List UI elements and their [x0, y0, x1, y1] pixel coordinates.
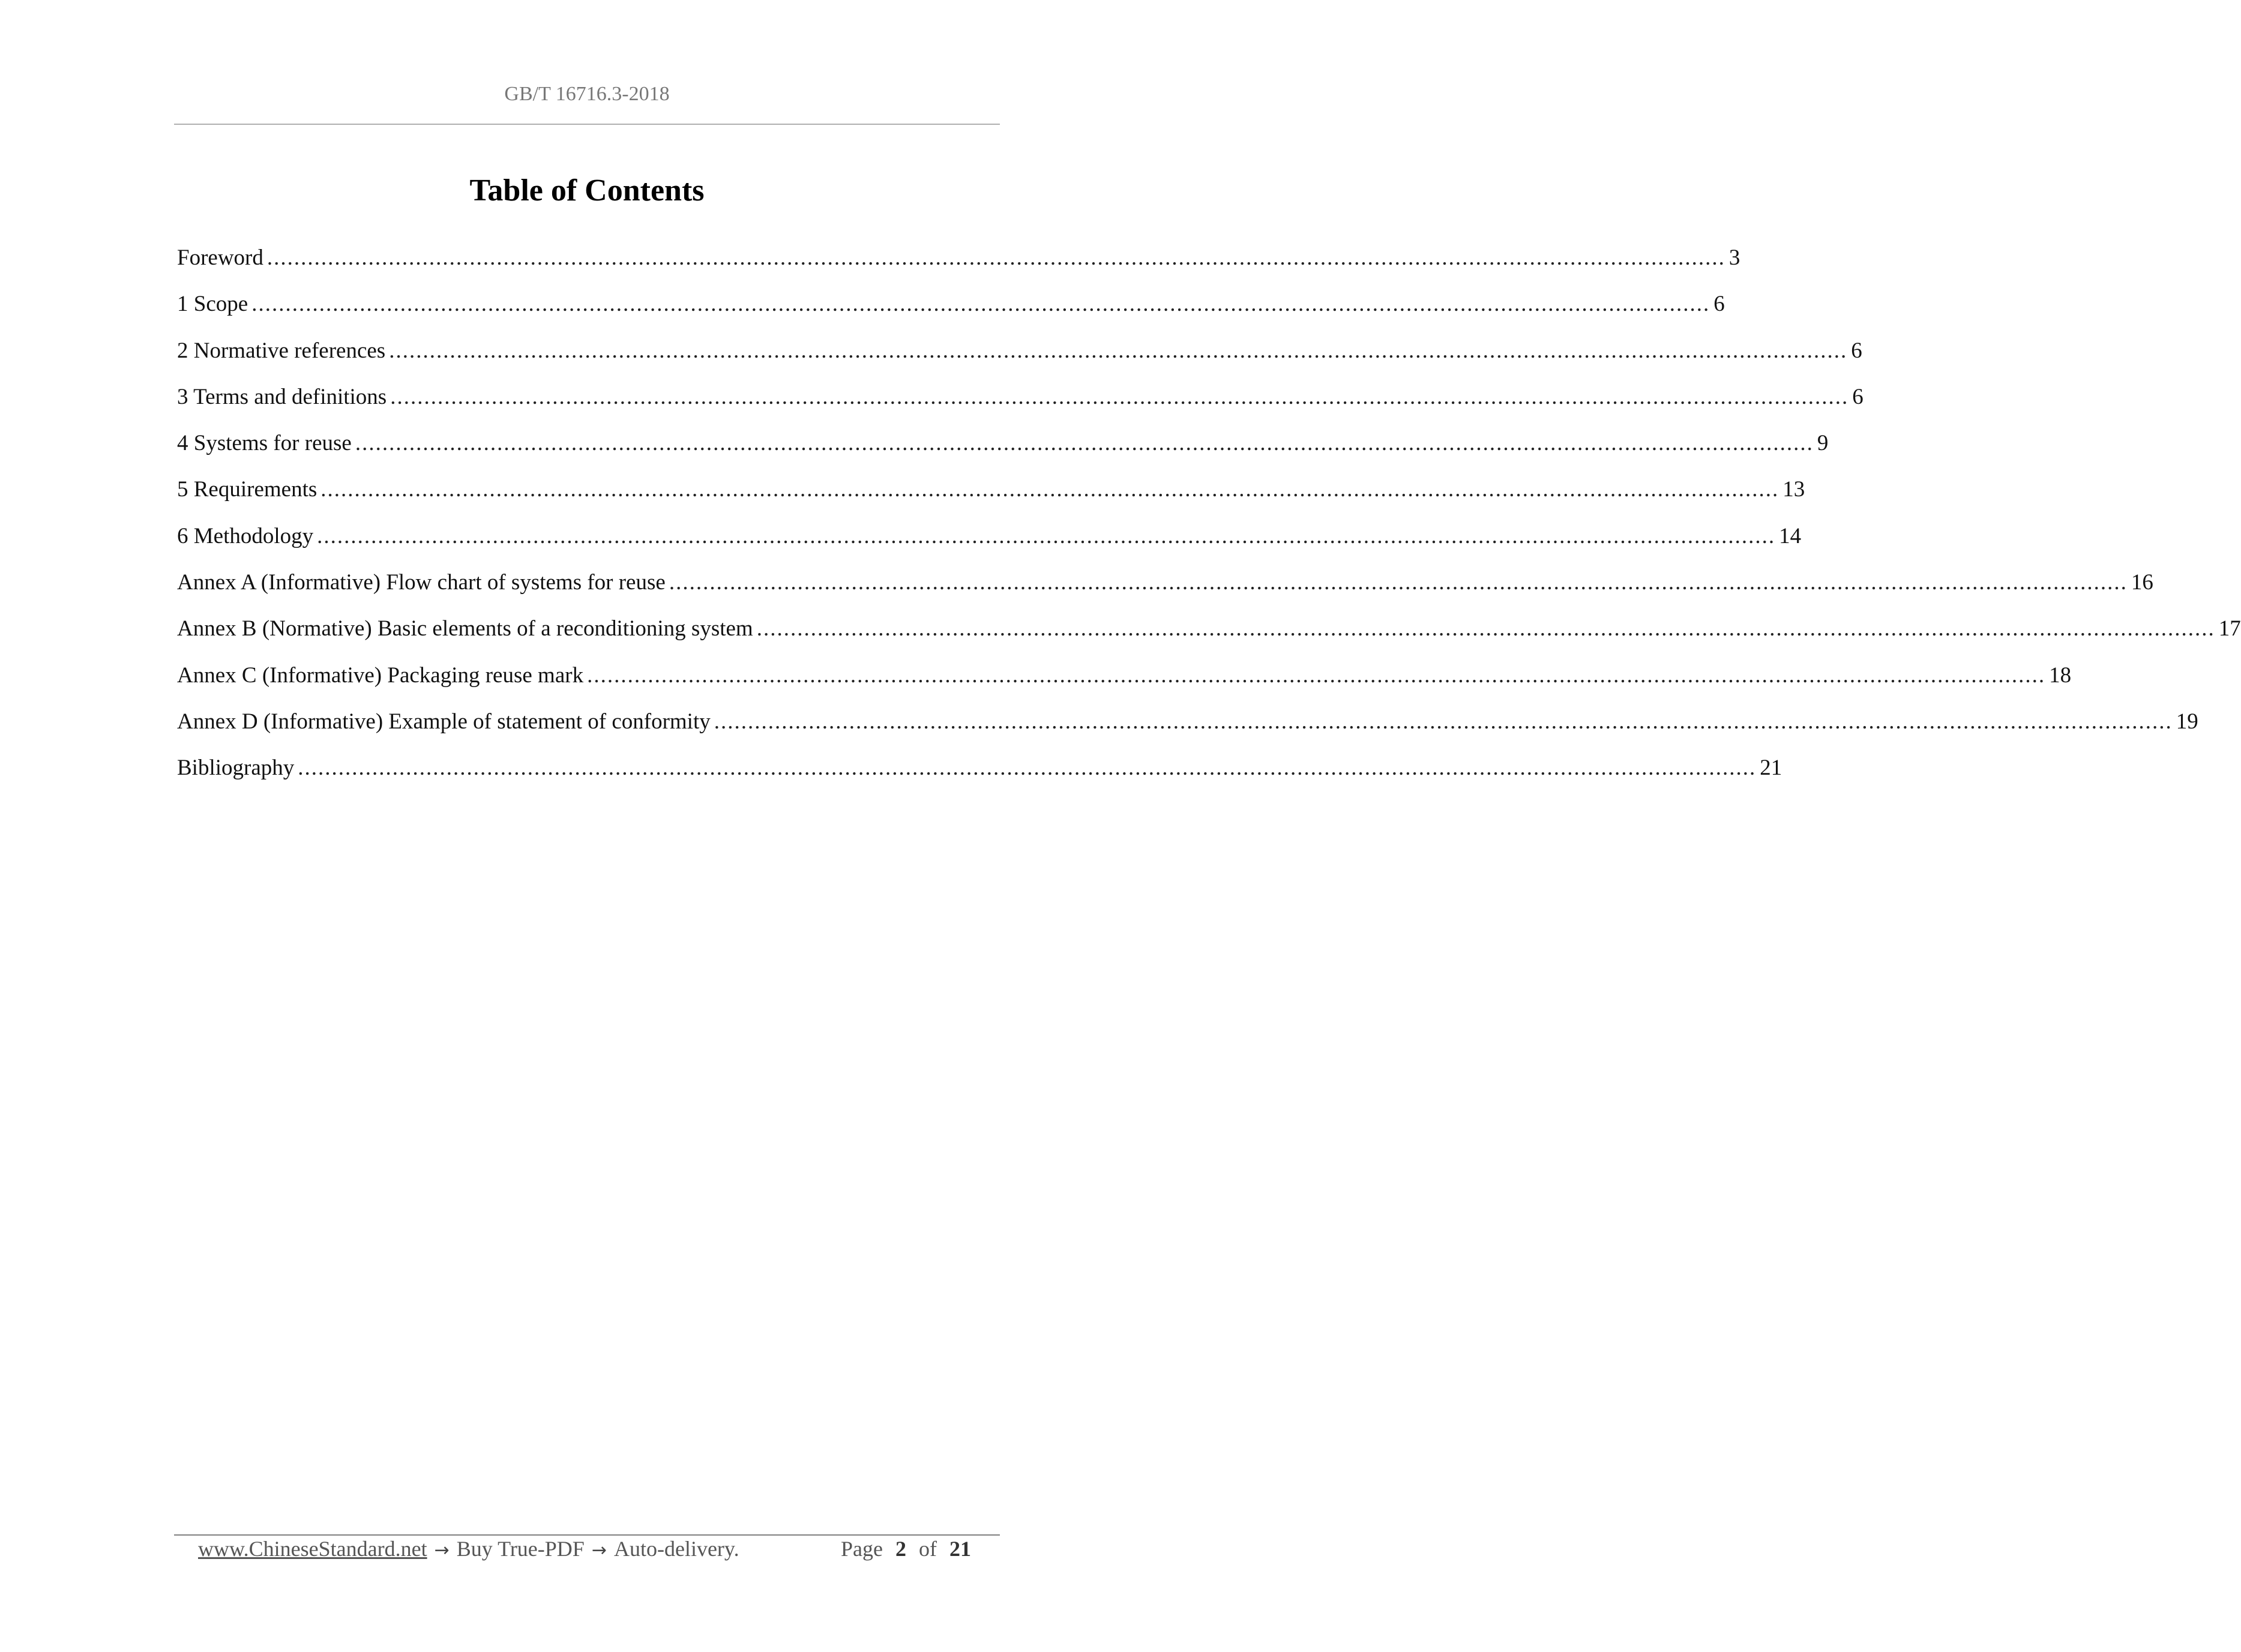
toc-entry-annex-b[interactable] — [177, 616, 2241, 662]
page-footer — [198, 1536, 978, 1561]
page-label: Page — [841, 1537, 883, 1561]
toc-page-number: 6 — [1852, 384, 1863, 409]
toc-entry-scope[interactable] — [177, 291, 1725, 337]
website-link[interactable]: www.ChineseStandard.net — [198, 1537, 427, 1561]
running-header: GB/T 16716.3-2018 — [504, 83, 670, 105]
toc-page-number: 3 — [1728, 245, 1740, 270]
toc-entry-methodology[interactable] — [177, 523, 1802, 569]
toc-entry-title: Annex D (Informative) Example of statement of conformity — [177, 709, 711, 734]
dot-leader: ........................................................................................................................................................................................................................ — [390, 384, 1849, 409]
toc-entry-title: 1 Scope — [177, 292, 248, 317]
toc-page-number: 16 — [2131, 570, 2153, 595]
footer-divider — [174, 1534, 1000, 1536]
dot-leader: ........................................................................................................................................................................................................................ — [355, 431, 1814, 456]
page-current: 2 — [895, 1537, 906, 1561]
dot-leader: ........................................................................................................................................................................................................................ — [587, 662, 2046, 688]
toc-entry-title: Foreword — [177, 245, 263, 270]
table-of-contents — [177, 245, 2241, 802]
dot-leader: ........................................................................................................................................................................................................................ — [669, 570, 2128, 595]
toc-entry-title: 2 Normative references — [177, 338, 386, 363]
toc-page-number: 13 — [1782, 477, 1805, 502]
dot-leader: ........................................................................................................................................................................................................................ — [266, 245, 1725, 270]
toc-page-number: 6 — [1851, 338, 1862, 363]
toc-entry-annex-d[interactable] — [177, 709, 2198, 755]
toc-entry-title: Annex B (Normative) Basic elements of a reconditioning system — [177, 616, 753, 641]
toc-page-number: 9 — [1817, 431, 1829, 456]
dot-leader: ........................................................................................................................................................................................................................ — [389, 338, 1848, 363]
toc-page-number: 17 — [2218, 616, 2241, 641]
page-of-label: of — [919, 1537, 937, 1561]
toc-page-number: 21 — [1760, 755, 1782, 781]
footer-step-buy: Buy True-PDF — [456, 1537, 585, 1561]
right-arrow-icon: → — [434, 1540, 450, 1561]
dot-leader: ........................................................................................................................................................................................................................ — [714, 709, 2173, 734]
dot-leader: ........................................................................................................................................................................................................................ — [317, 523, 1776, 548]
right-arrow-icon: → — [591, 1540, 607, 1561]
toc-entry-foreword[interactable] — [177, 245, 1740, 291]
toc-entry-title: Annex A (Informative) Flow chart of systems for reuse — [177, 570, 666, 595]
toc-entry-requirements[interactable] — [177, 476, 1805, 523]
toc-page-number: 14 — [1779, 523, 1802, 548]
toc-entry-annex-c[interactable] — [177, 662, 2072, 709]
toc-entry-title: 3 Terms and definitions — [177, 384, 387, 409]
toc-entry-annex-a[interactable] — [177, 569, 2153, 616]
toc-entry-terms-and-definitions[interactable] — [177, 384, 1863, 430]
toc-entry-systems-for-reuse[interactable] — [177, 430, 1829, 476]
header-divider — [174, 124, 1000, 125]
toc-entry-title: Annex C (Informative) Packaging reuse mark — [177, 662, 584, 688]
dot-leader: ........................................................................................................................................................................................................................ — [251, 292, 1710, 317]
toc-entry-title: Bibliography — [177, 755, 295, 781]
toc-entry-normative-references[interactable] — [177, 338, 1862, 384]
toc-entry-title: 6 Methodology — [177, 523, 314, 548]
footer-step-delivery: Auto-delivery. — [613, 1537, 739, 1561]
page-indicator — [841, 1536, 978, 1561]
toc-page-number: 18 — [2049, 662, 2072, 688]
toc-page-number: 19 — [2176, 709, 2198, 734]
dot-leader: ........................................................................................................................................................................................................................ — [756, 616, 2215, 641]
toc-page-number: 6 — [1713, 292, 1725, 317]
page-total: 21 — [949, 1537, 971, 1561]
dot-leader: ........................................................................................................................................................................................................................ — [320, 477, 1779, 502]
dot-leader: ........................................................................................................................................................................................................................ — [298, 755, 1757, 781]
toc-entry-bibliography[interactable] — [177, 755, 1782, 801]
toc-entry-title: 4 Systems for reuse — [177, 431, 352, 456]
page-title: Table of Contents — [469, 173, 705, 208]
toc-entry-title: 5 Requirements — [177, 477, 317, 502]
